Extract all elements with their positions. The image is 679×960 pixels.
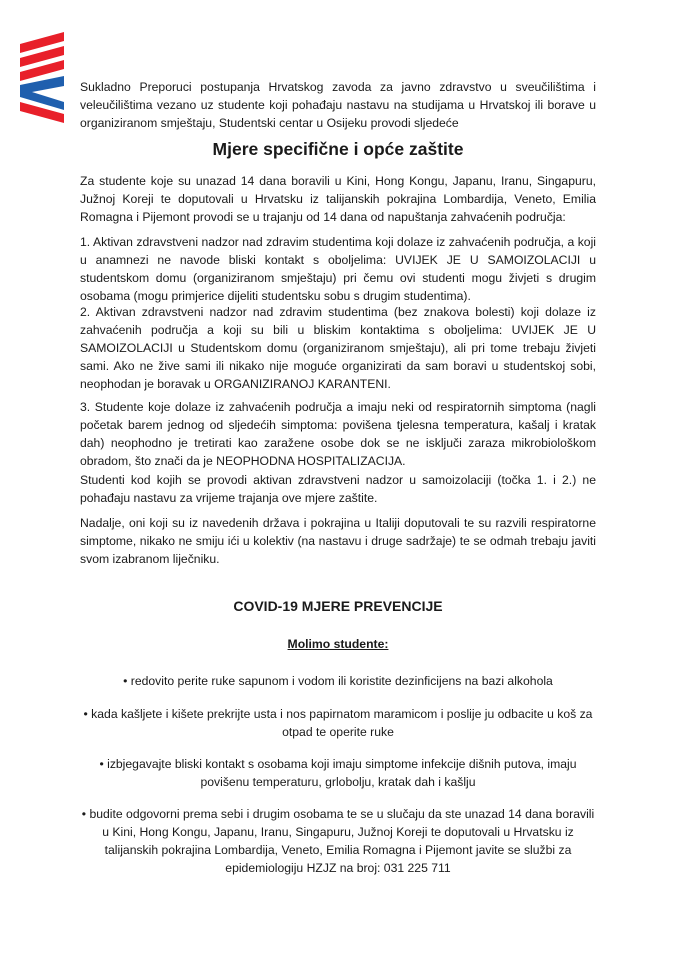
section-title: COVID-19 MJERE PREVENCIJE — [233, 598, 443, 614]
bullet-avoid-contact: • izbjegavajte bliski kontakt s osobama koji imaju simptome infekcije dišnih putova, imaju povišenu temperaturu, grlobolju, kratak dah i kašlju — [99, 757, 577, 789]
bullet-cough-etiquette: • kada kašljete i kišete prekrijte usta i nos papirnatom maramicom i poslije ju odbacite u koš za otpad te operite ruke — [83, 707, 593, 739]
page-title: Mjere specifične i opće zaštite — [212, 139, 464, 159]
intro-paragraph: Sukladno Preporuci postupanja Hrvatskog zavoda za javno zdravstvo u sveučilištima i veleučilištima vezano uz studente koji pohađaju nastavu na studijama u Hrvatskoj ili borave u organiziranom smještaju, Studentski centar u Osijeku provodi sljedeće — [80, 80, 596, 130]
samoizolacija-paragraph: Studenti kod kojih se provodi aktivan zdravstveni nadzor u samoizolaciji (točka 1. i 2.) ne pohađaju nastavu za vrijeme trajanja ove mjere zaštite. — [80, 473, 596, 505]
countries-paragraph: Za studente koje su unazad 14 dana boravili u Kini, Hong Kongu, Japanu, Iranu, Singapuru, Južnoj Koreji te doputovali u Hrvatsku iz talijanskih pokrajina Lombardija, Veneto, Emilia Romagna i Pijemont provodi se u trajanju od 14 dana od napuštanja zahvaćenih područja: — [80, 174, 596, 224]
institution-logo — [18, 30, 66, 126]
bullet-handwashing: • redovito perite ruke sapunom i vodom ili koristite dezinficijens na bazi alkohola — [123, 674, 553, 688]
measure-1-paragraph: 1. Aktivan zdravstveni nadzor nad zdravim studentima koji dolaze iz zahvaćenih područja, a koji u anamnezi ne navode bliski kontakt s oboljelima: UVIJEK JE U SAMOIZOLACIJI u studentskom domu (organiziranom smještaju) pri čemu ovi studenti mogu živjeti s drugim osobama (mogu primjerice dijeliti studentsku sobu s drugim studentima). — [80, 235, 596, 303]
measure-3-paragraph: 3. Studente koje dolaze iz zahvaćenih područja a imaju neki od respiratornih simptoma (nagli početak barem jednog od sljedećih simptoma: povišena tjelesna temperatura, kašalj i kratak dah) neophodno je tretirati kao zaražene osobe dok se ne isključi zaraza mikrobiološkom obradom, što znači da je NEOPHODNA HOSPITALIZACIJA. — [80, 400, 596, 468]
respiratory-paragraph: Nadalje, oni koji su iz navedenih država i pokrajina u Italiji doputovali te su razvili respiratorne simptome, nikako ne smiju ići u kolektiv (na nastavu i druge sadržaje) te se odmah trebaju javiti svom izabranom liječniku. — [80, 516, 596, 566]
measure-2-paragraph: 2. Aktivan zdravstveni nadzor nad zdravim studentima (bez znakova bolesti) koji dolaze iz zahvaćenih područja a koji su bili u bliskim kontaktima s oboljelima: UVIJEK JE U SAMOIZOLACIJI u Studentskom domu (organiziranom smještaju), ali pri tome trebaju živjeti sami. Ako ne žive sami ili nikako nije moguće organizirati da sam boravi u studentskoj sobi, neophodan je boravak u ORGANIZIRANOJ KARANTENI. — [80, 305, 596, 391]
bullet-report-travel: • budite odgovorni prema sebi i drugim osobama te se u slučaju da ste unazad 14 dana boravili u Kini, Hong Kongu, Japanu, Iranu, Singapuru, Južnoj Koreji te doputovali u Hrvatsku iz talijanskih pokrajina Lombardija, Veneto, Emilia Romagna i Pijemont javite se službi za epidemiologiju HZJZ na broj: 031 225 711 — [81, 807, 595, 875]
students-request-heading: Molimo studente: — [287, 637, 389, 651]
